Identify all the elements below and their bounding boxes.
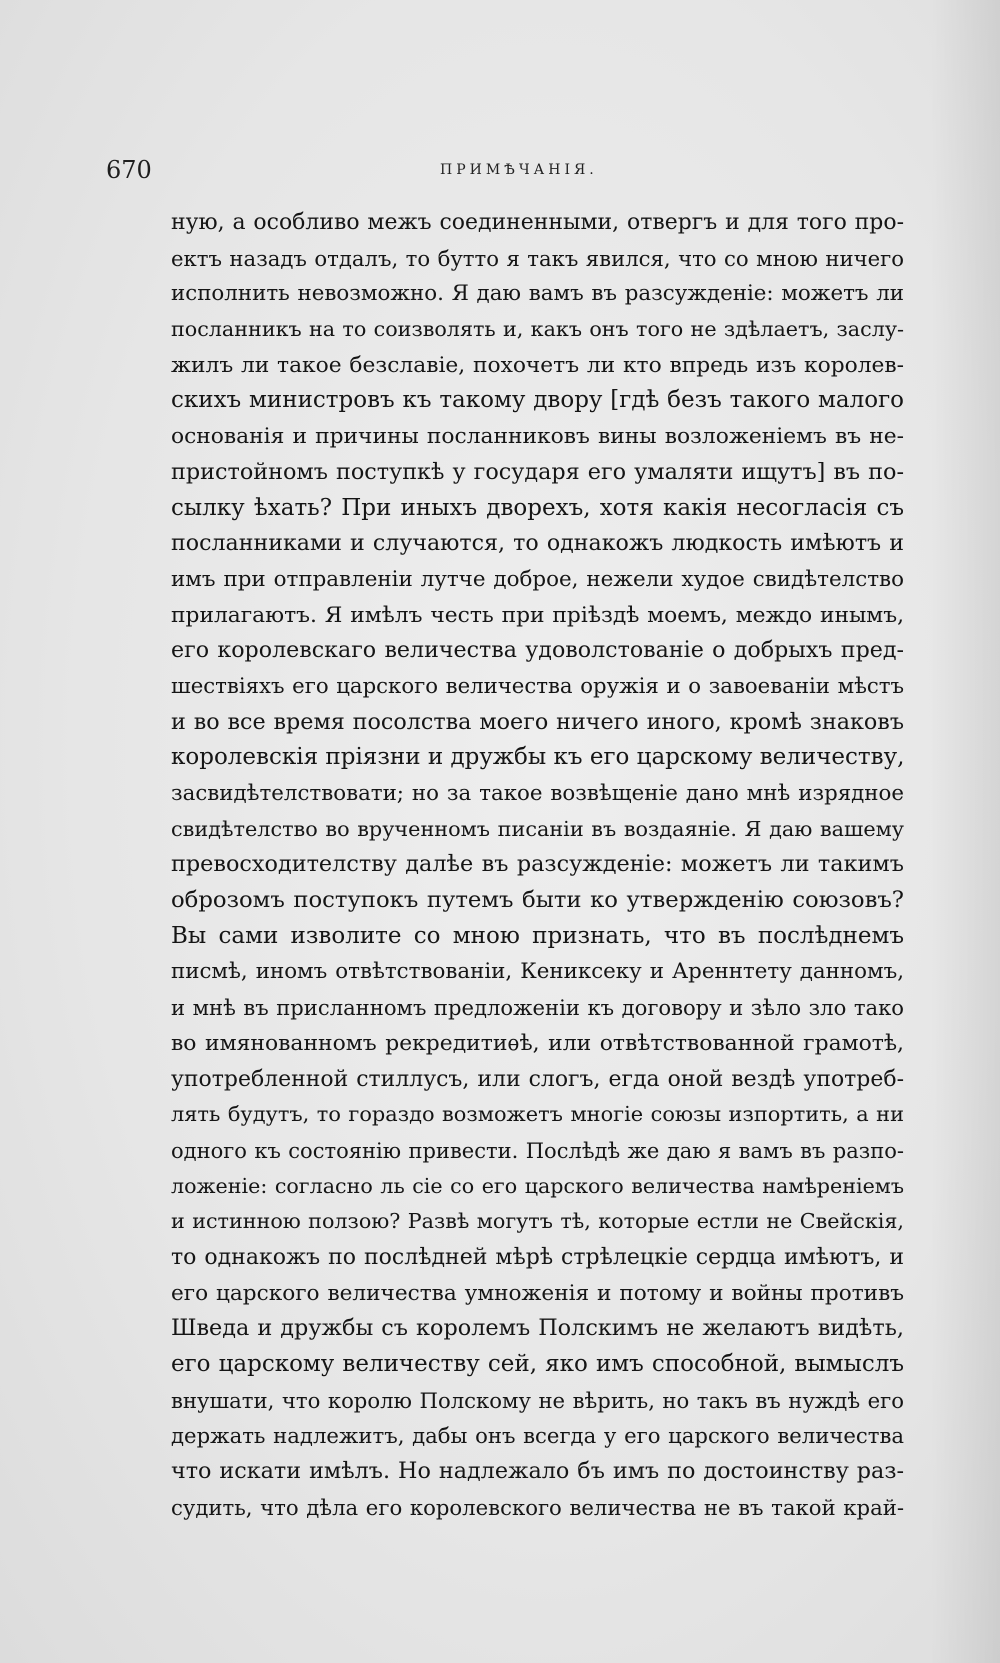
text-line: лять будутъ, то гораздо возможетъ многіе союзы изпортить, а ни xyxy=(171,1102,904,1127)
text-line: во имянованномъ рекредитиѳѣ, или отвѣтствованной грамотѣ, xyxy=(171,1030,904,1056)
text-line: писмѣ, иномъ отвѣтствованіи, Кениксеку и Ареннтету данномъ, xyxy=(171,959,904,985)
text-line: что искати имѣлъ. Но надлежало бъ имъ по достоинству раз- xyxy=(171,1458,904,1485)
text-line: Вы сами изволите со мною признать, что въ послѣднемъ xyxy=(171,922,904,949)
text-line: посланниками и случаются, то однакожъ людкость имѣютъ и xyxy=(171,530,904,557)
running-head xyxy=(0,150,1000,190)
text-line: исполнить невозможно. Я даю вамъ въ разсужденіе: можетъ ли xyxy=(171,281,904,307)
text-line: держать надлежитъ, дабы онъ всегда у его царского величества xyxy=(171,1423,904,1449)
text-line: засвидѣтелствовати; но за такое возвѣщеніе дано мнѣ изрядное xyxy=(171,781,904,806)
text-line: прилагаютъ. Я имѣлъ честь при пріѣздѣ моемъ, междо инымъ, xyxy=(171,602,904,628)
text-line: оброзомъ поступокъ путемъ быти ко утвержденію союзовъ? xyxy=(171,887,904,914)
text-line: и истинною ползою? Развѣ могутъ тѣ, которые естли не Свейскія, xyxy=(171,1209,904,1234)
text-line: судить, что дѣла его королевского величества не въ такой край- xyxy=(171,1494,904,1520)
text-line: скихъ министровъ къ такому двору [гдѣ безъ такого малого xyxy=(171,387,904,414)
text-line: внушати, что королю Полскому не вѣрить, но такъ въ нуждѣ его xyxy=(171,1387,904,1413)
text-line: имъ при отправленіи лутче доброе, нежели худое свидѣтелство xyxy=(171,566,904,592)
text-line: свидѣтелство во врученномъ писаніи въ воздаяніе. Я даю вашему xyxy=(171,816,904,841)
text-line: его королевскаго величества удоволстованіе о добрыхъ пред- xyxy=(171,637,904,664)
text-line: посланникъ на то соизволять и, какъ онъ того не здѣлаетъ, заслу- xyxy=(171,317,904,342)
page-number: 670 xyxy=(106,156,152,184)
text-line: ектъ назадъ отдалъ, то бутто я такъ явился, что со мною ничего xyxy=(171,245,904,271)
text-line: пристойномъ поступкѣ у государя его умаляти ищутъ] въ по- xyxy=(171,458,904,485)
text-line: то однакожъ по послѣдней мѣрѣ стрѣлецкіе сердца имѣютъ, и xyxy=(171,1244,904,1270)
text-line: ную, а особливо межъ соединенными, отвергъ и для того про- xyxy=(171,210,904,235)
text-line: употребленной стиллусъ, или слогъ, егда оной вездѣ употреб- xyxy=(171,1066,904,1092)
page-edge-shadow xyxy=(930,0,1000,1663)
text-line: и во все время посолства моего ничего иного, кромѣ знаковъ xyxy=(171,708,904,735)
text-line: шествіяхъ его царского величества оружія и о завоеваніи мѣстъ xyxy=(171,673,904,699)
body-text xyxy=(171,205,904,1525)
running-title: ПРИМѢЧАНІЯ. xyxy=(440,162,598,178)
text-line: сылку ѣхать? При иныхъ дворехъ, хотя какія несогласія съ xyxy=(171,494,904,521)
text-line: его царскому величеству сей, яко имъ способной, вымыслъ xyxy=(171,1351,904,1377)
text-line: и мнѣ въ присланномъ предложеніи къ договору и зѣло зло тако xyxy=(171,995,904,1021)
text-line: ложеніе: согласно ль сіе со его царского величества намѣреніемъ xyxy=(171,1173,904,1198)
text-line: основанія и причины посланниковъ вины возложеніемъ въ не- xyxy=(171,424,904,450)
text-line: превосходителству далѣе въ разсужденіе: можетъ ли такимъ xyxy=(171,851,904,878)
text-line: жилъ ли такое безславіе, похочетъ ли кто впредь изъ королев- xyxy=(171,352,904,378)
text-line: его царского величества умноженія и потому и войны противъ xyxy=(171,1280,904,1306)
text-line: одного къ состоянію привести. Послѣдѣ же даю я вамъ въ разпо- xyxy=(171,1137,904,1163)
text-line: королевскія пріязни и дружбы къ его царскому величеству, xyxy=(171,744,905,771)
text-line: Шведа и дружбы съ королемъ Полскимъ не желаютъ видѣть, xyxy=(171,1315,904,1342)
